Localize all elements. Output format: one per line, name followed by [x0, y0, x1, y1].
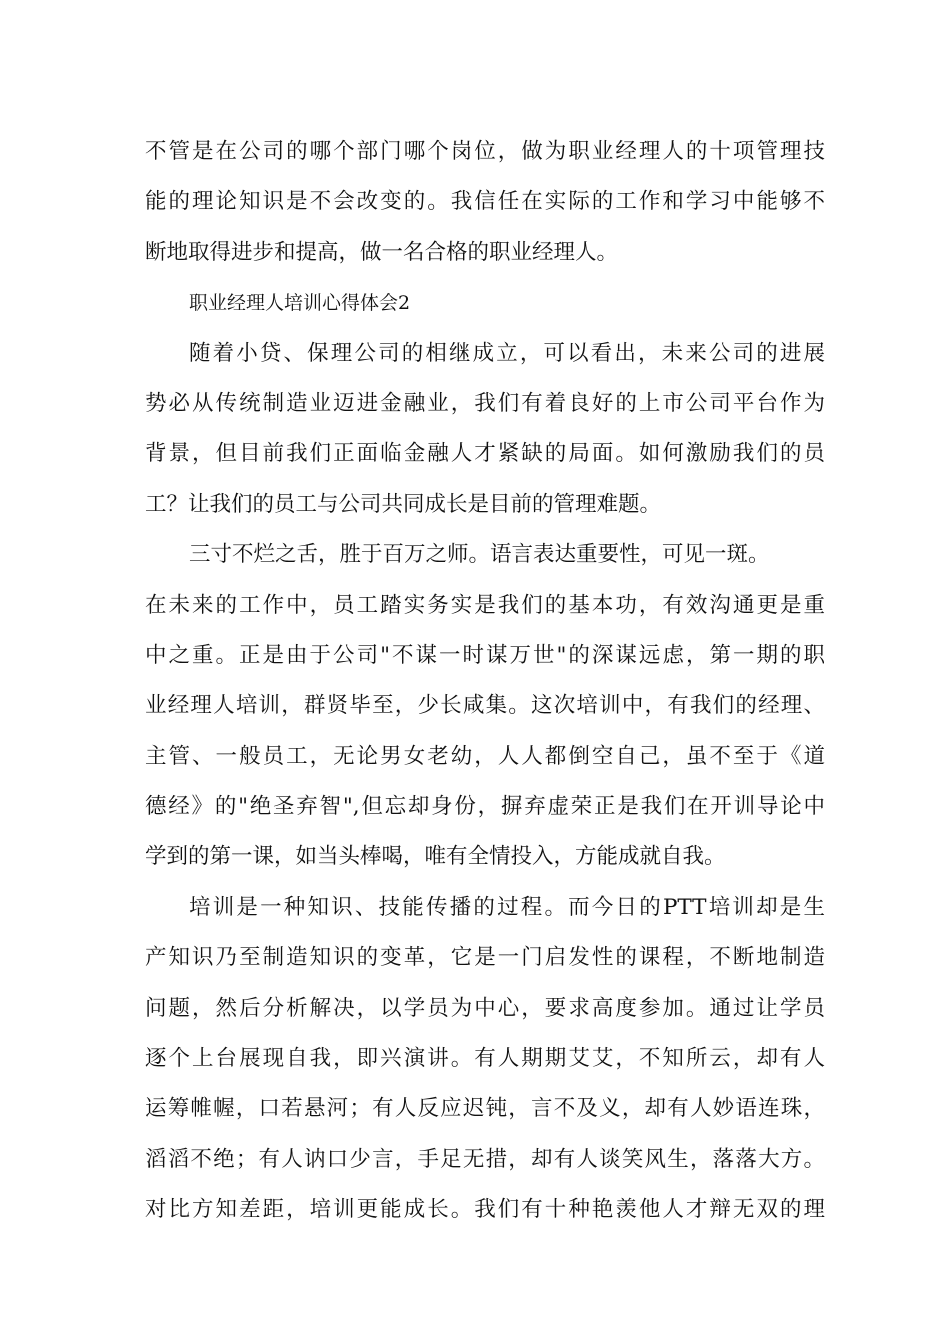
text-line: 对比方知差距，培训更能成长。我们有十种艳羡他人才辩无双的理: [145, 1197, 825, 1223]
text-line: 背景，但目前我们正面临金融人才紧缺的局面。如何激励我们的员: [145, 441, 825, 467]
text-line: 随着小贷、保理公司的相继成立，可以看出，未来公司的进展: [189, 340, 825, 366]
text-line: 培训是一种知识、技能传播的过程。而今日的PTT培训却是生: [189, 894, 825, 920]
section-heading: 职业经理人培训心得体会2: [189, 292, 411, 315]
text-line: 产知识乃至制造知识的变革，它是一门启发性的课程，不断地制造: [145, 945, 825, 971]
text-line: 工？让我们的员工与公司共同成长是目前的管理难题。: [145, 491, 662, 517]
text-line: 三寸不烂之舌，胜于百万之师。语言表达重要性，可见一斑。: [189, 542, 770, 568]
text-line: 问题，然后分析解决，以学员为中心，要求高度参加。通过让学员: [145, 995, 825, 1021]
text-line: 滔滔不绝；有人讷口少言，手足无措，却有人谈笑风生，落落大方。: [145, 1146, 825, 1172]
text-line: 不管是在公司的哪个部门哪个岗位，做为职业经理人的十项管理技: [145, 139, 825, 164]
text-line: 中之重。正是由于公司"不谋一时谋万世"的深谋远虑，第一期的职: [145, 642, 825, 668]
text-line: 运筹帷幄，口若悬河；有人反应迟钝，言不及义，却有人妙语连珠，: [145, 1096, 825, 1122]
text-line: 德经》的"绝圣弃智",但忘却身份，摒弃虚荣正是我们在开训导论中: [145, 794, 825, 820]
text-line: 业经理人培训，群贤毕至，少长咸集。这次培训中，有我们的经理、: [145, 693, 825, 719]
text-line: 势必从传统制造业迈进金融业，我们有着良好的上市公司平台作为: [145, 390, 825, 416]
text-line: 逐个上台展现自我，即兴演讲。有人期期艾艾，不知所云，却有人: [145, 1046, 825, 1072]
text-line: 在未来的工作中，员工踏实务实是我们的基本功，有效沟通更是重: [145, 592, 825, 618]
text-line: 学到的第一课，如当头棒喝，唯有全情投入，方能成就自我。: [145, 844, 726, 870]
text-line: 断地取得进步和提高，做一名合格的职业经理人。: [145, 239, 619, 265]
text-line: 能的理论知识是不会改变的。我信任在实际的工作和学习中能够不: [145, 189, 825, 215]
text-line: 主管、一般员工，无论男女老幼，人人都倒空自己，虽不至于《道: [145, 743, 825, 769]
document-body: [145, 127, 825, 1236]
